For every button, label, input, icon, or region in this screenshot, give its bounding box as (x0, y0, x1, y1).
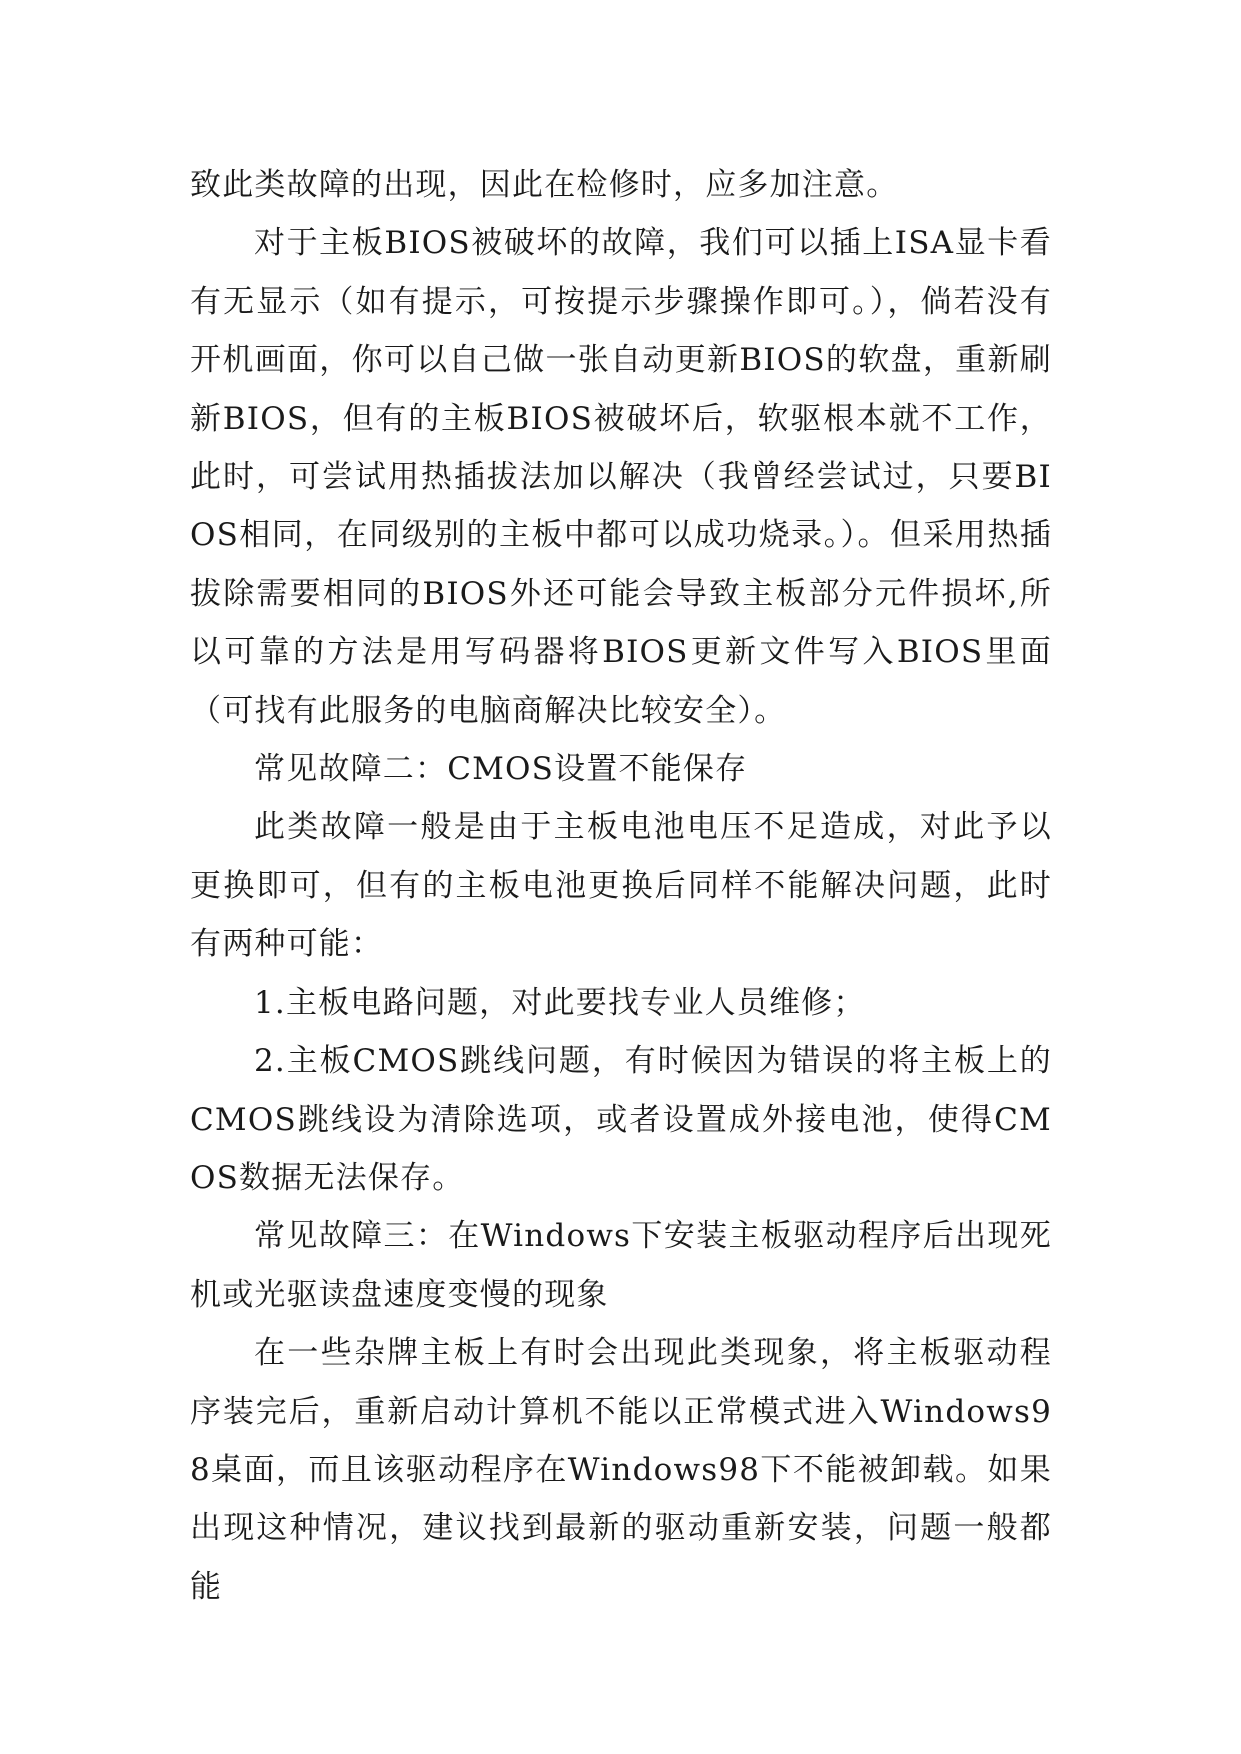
paragraph-3: 此类故障一般是由于主板电池电压不足造成，对此予以更换即可，但有的主板电池更换后同样不能解决问题，此时有两种可能： (190, 809, 1052, 963)
document-body (190, 156, 1052, 1616)
list-item-1: 1.主板电路问题，对此要找专业人员维修； (254, 984, 866, 1021)
section-heading-fault-3: 常见故障三：在Windows下安装主板驱动程序后出现死机或光驱读盘速度变慢的现象 (190, 1218, 1052, 1313)
list-item-2: 2.主板CMOS跳线问题，有时候因为错误的将主板上的CMOS跳线设为清除选项，或者设置成外接电池，使得CMOS数据无法保存。 (190, 1043, 1052, 1196)
section-heading-fault-2: 常见故障二：CMOS设置不能保存 (254, 751, 748, 788)
paragraph-2: 对于主板BIOS被破坏的故障，我们可以插上ISA显卡看有无显示（如有提示，可按提示步骤操作即可。），倘若没有开机画面，你可以自己做一张自动更新BIOS的软盘，重新刷新BIOS，但有的主板BIOS被破坏后，软驱根本就不工作，此时，可尝试用热插拔法加以解决（我曾经尝试过，只要BIOS相同，在同级别的主板中都可以成功烧录。）。但采用热插拔除需要相同的BIOS外还可能会导致主板部分元件损坏,所以可靠的方法是用写码器将BIOS更新文件写入BIOS里面（可找有此服务的电脑商解决比较安全）。 (190, 225, 1052, 729)
paragraph-1: 致此类故障的出现，因此在检修时，应多加注意。 (190, 167, 899, 203)
paragraph-4: 在一些杂牌主板上有时会出现此类现象，将主板驱动程序装完后，重新启动计算机不能以正常模式进入Windows98桌面，而且该驱动程序在Windows98下不能被卸载。如果出现这种情况，建议找到最新的驱动重新安装，问题一般都能 (190, 1335, 1052, 1605)
